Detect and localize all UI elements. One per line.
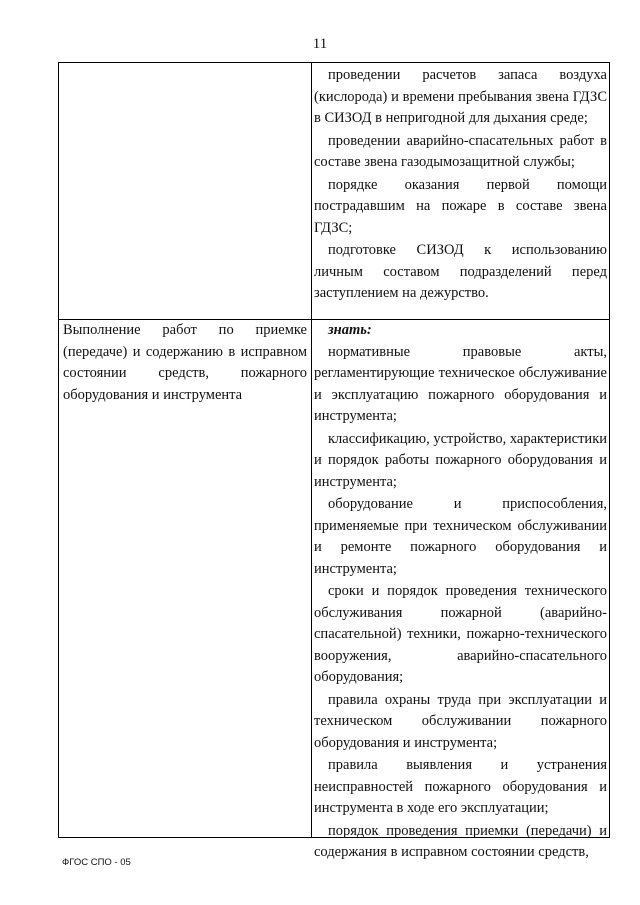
list-item: проведении расчетов запаса воздуха (кислорода) и времени пребывания звена ГДЗС в СИЗОД в непригодной для дыхания среде; [314,67,607,126]
list-item: классификацию, устройство, характеристики и порядок работы пожарного оборудования и инструмента; [314,430,607,490]
list-item: нормативные правовые акты, регламентирующие техническое обслуживание и эксплуатацию пожарного оборудования и инструмента; [314,343,607,424]
footer-code: ФГОС СПО - 05 [62,857,131,868]
competency-title: Выполнение работ по приемке (передаче) и содержанию в исправном состоянии средств, пожарного оборудования и инструмента [63,322,307,403]
list-item: проведении аварийно-спасательных работ в составе звена газодымозащитной службы; [314,132,607,170]
list-item: сроки и порядок проведения технического обслуживания пожарной (аварийно-спасательной) техники, пожарно-технического вооружения, аварийно-спасательного оборудования; [314,583,607,685]
know-heading: знать: [328,322,372,338]
list-item: порядок проведения приемки (передачи) и содержания в исправном состоянии средств, [314,822,607,860]
list-item: подготовке СИЗОД к использованию личным составом подразделений перед заступлением на дежурство. [314,242,607,301]
page-number: 11 [312,36,328,52]
list-item: правила выявления и устранения неисправностей пожарного оборудования и инструмента в ходе его эксплуатации; [314,757,607,816]
competency-table [58,62,610,860]
column-divider [311,63,312,837]
row2-left-cell [63,320,307,407]
list-item: оборудование и приспособления, применяемые при техническом обслуживании и ремонте пожарного оборудования и инструмента; [314,496,607,577]
row1-right-cell [314,65,607,306]
list-item: правила охраны труда при эксплуатации и техническом обслуживании пожарного оборудования и инструмента; [314,691,607,751]
list-item: порядке оказания первой помощи пострадавшим на пожаре в составе звена ГДЗС; [314,176,607,236]
row2-right-cell [314,320,607,865]
